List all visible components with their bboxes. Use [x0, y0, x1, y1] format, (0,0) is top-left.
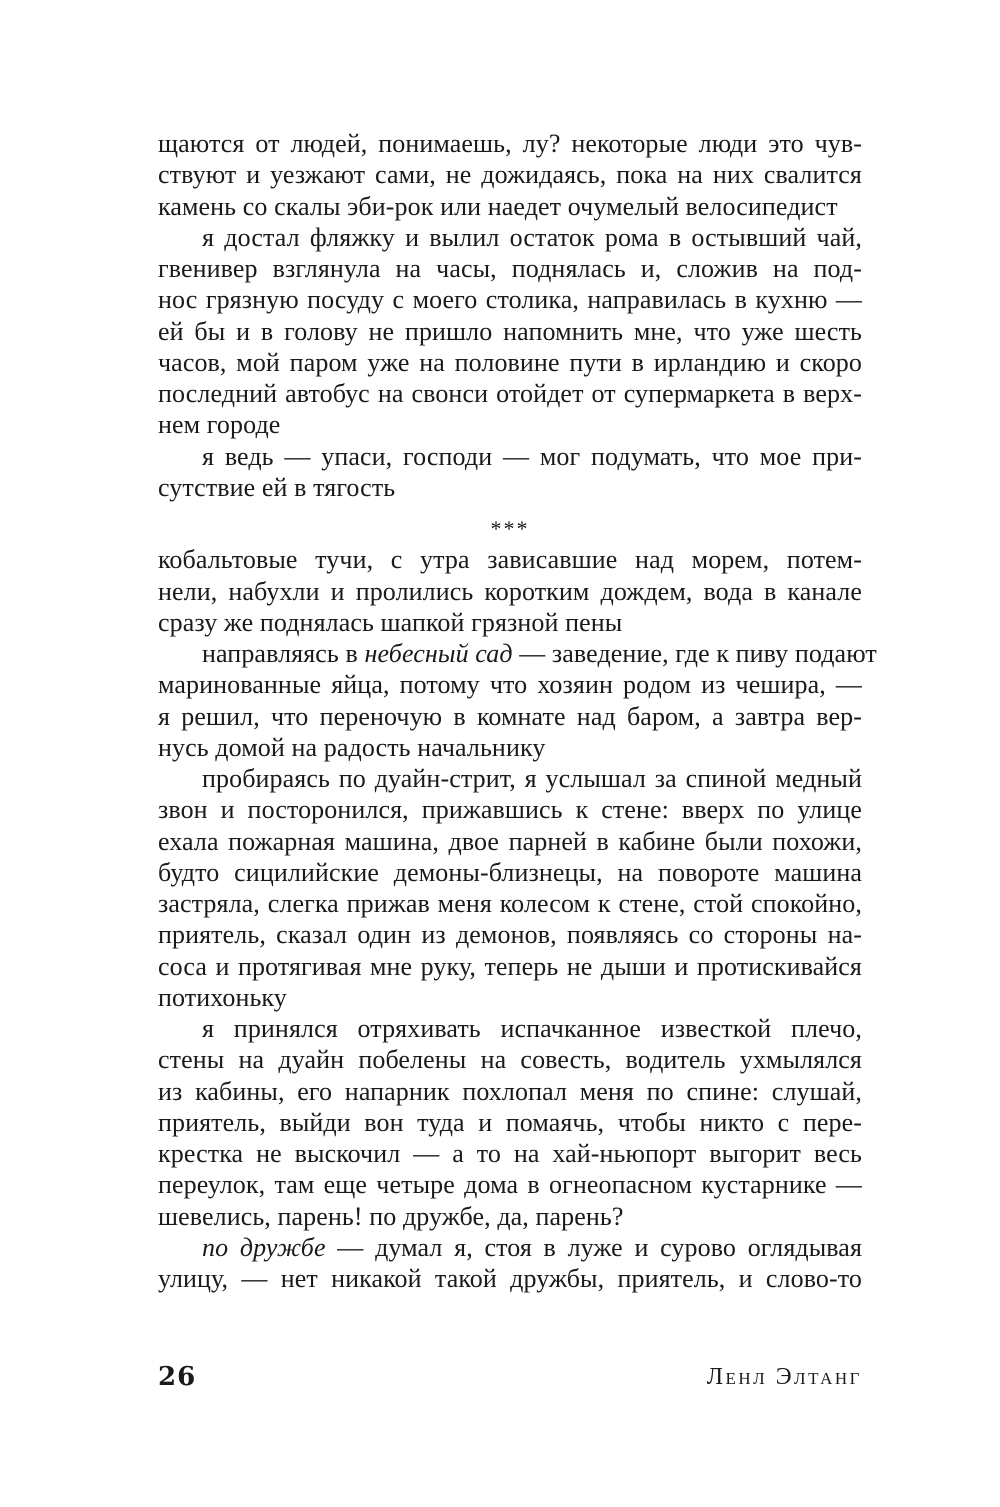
text-line: сутствие ей в тягость — [158, 472, 396, 502]
text-line: маринованные яйца, потому что хозяин родом из чешира, — — [158, 670, 862, 700]
text-line: переулок, там еще четыре дома в огнеопасном кустарнике — — [158, 1170, 862, 1200]
text-line: нем городе — [158, 410, 281, 440]
text-fragment: — думал я, стоя в луже и сурово оглядывая — [325, 1232, 863, 1262]
text-line: нос грязную посуду с моего столика, направилась в кухню — — [158, 285, 862, 315]
text-line: приятель, выйди вон туда и помаячь, чтобы никто с пере- — [158, 1107, 862, 1137]
text-line — [158, 638, 877, 669]
text-line: последний автобус на свонси отойдет от супермаркета в верх- — [158, 379, 862, 408]
text-line: улицу, — нет никакой такой дружбы, приятель, и слово-то — [158, 1264, 862, 1293]
italic-phrase: по дружбе — [202, 1232, 326, 1262]
text-line: нели, набухли и пролились коротким дождем, вода в канале — [158, 576, 862, 606]
text-line: застряла, слегка прижав меня колесом к стене, стой спокойно, — [158, 889, 862, 918]
page-footer — [158, 1362, 862, 1398]
text-line: из кабины, его напарник похлопал меня по спине: слушай, — [158, 1076, 862, 1106]
text-line: часов, мой паром уже на половине пути в ирландию и скоро — [158, 347, 862, 377]
text-fragment: — заведение, где к пиву подают — [512, 639, 877, 668]
text-line: я достал фляжку и вылил остаток рома в остывший чай, — [202, 222, 862, 252]
text-line: кобальтовые тучи, с утра зависавшие над морем, потем- — [158, 545, 862, 575]
text-line: крестка не выскочил — а то на хай-ньюпорт выгорит весь — [158, 1139, 862, 1168]
text-line: стены на дуайн побелены на совесть, водитель ухмылялся — [158, 1045, 862, 1075]
text-line: сразу же поднялась шапкой грязной пены — [158, 607, 623, 637]
text-line: щаются от людей, понимаешь, лу? некоторые люди это чув- — [158, 129, 862, 158]
body-text — [158, 128, 877, 1294]
text-line: камень со скалы эби-рок или наедет очумелый велосипедист — [158, 191, 838, 221]
text-line: приятель, сказал один из демонов, появляясь со стороны на- — [158, 920, 862, 950]
text-line: звон и посторонился, прижавшись к стене: вверх по улице — [158, 795, 862, 825]
text-line: я принялся отряхивать испачканное известкой плечо, — [202, 1014, 862, 1043]
text-line: я решил, что переночую в комнате над баром, а завтра вер- — [158, 701, 862, 731]
italic-title: небесный сад — [364, 639, 513, 668]
text-line: шевелись, парень! по дружбе, да, парень? — [158, 1201, 624, 1231]
text-line: соса и протягивая мне руку, теперь не дыши и протискивайся — [158, 951, 862, 981]
text-line: ствуют и уезжают сами, не дожидаясь, пока на них свалится — [158, 160, 862, 190]
text-line: ехала пожарная машина, двое парней в кабине были похожи, — [158, 826, 862, 856]
section-separator: *** — [490, 516, 530, 541]
text-line: пробираясь по дуайн-стрит, я услышал за спиной медный — [202, 764, 862, 793]
text-line: гвенивер взглянула на часы, поднялась и, сложив на под- — [158, 254, 862, 283]
text-line: я ведь — упаси, господи — мог подумать, что мое при- — [202, 441, 862, 471]
text-line: нусь домой на радость начальнику — [158, 732, 546, 762]
text-fragment: направляясь в — [202, 639, 365, 668]
running-head-author: Ленл Элтанг — [706, 1364, 862, 1390]
text-line: будто сицилийские демоны-близнецы, на повороте машина — [158, 857, 862, 887]
text-line: потихоньку — [158, 982, 287, 1012]
text-line — [158, 1232, 862, 1263]
page-number: 26 — [158, 1362, 197, 1392]
text-line: ей бы и в голову не пришло напомнить мне, что уже шесть — [158, 316, 862, 346]
